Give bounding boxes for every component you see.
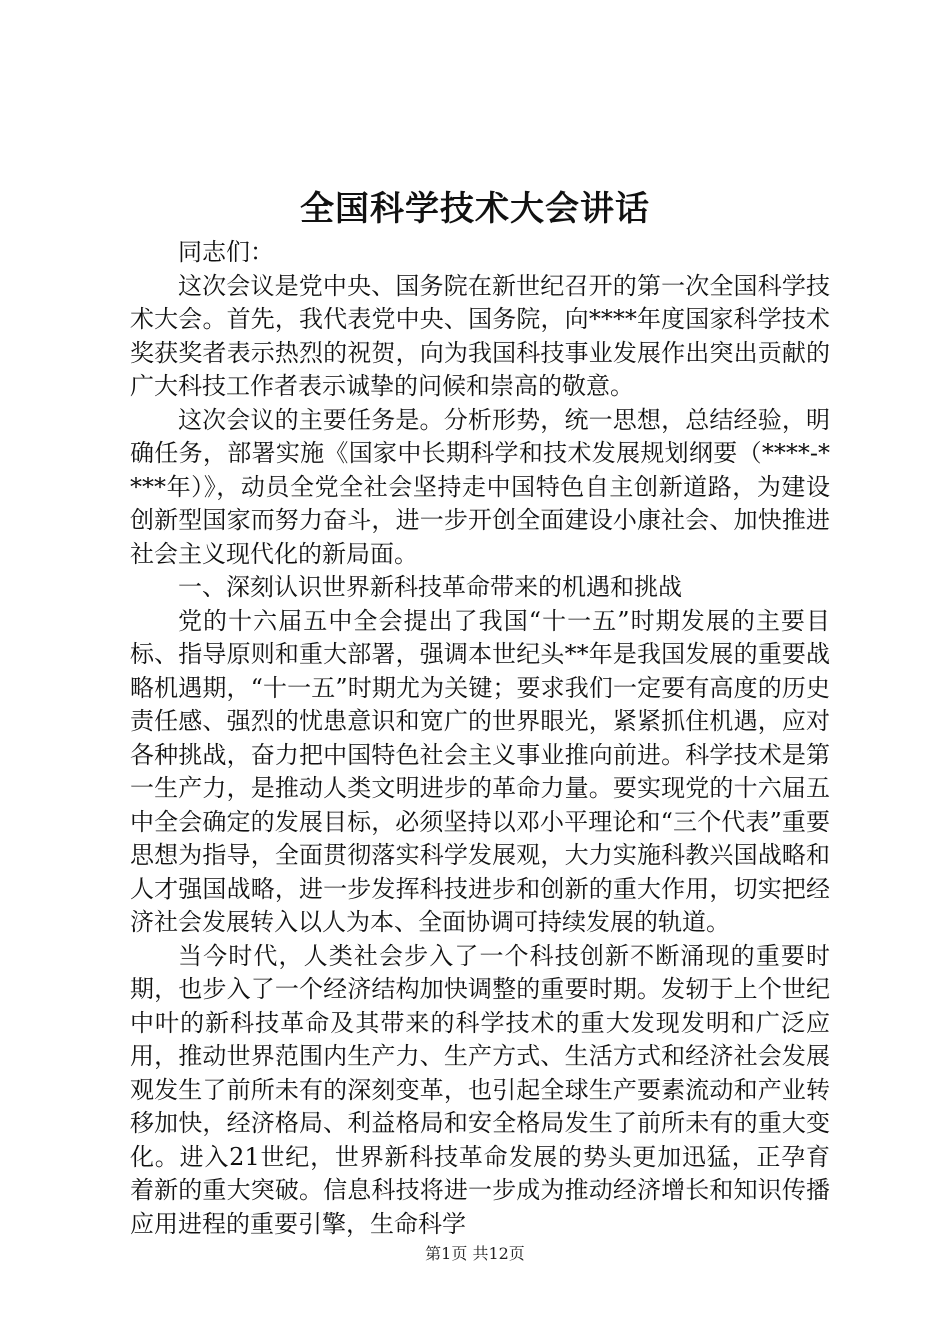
page-footer: [0, 1243, 950, 1265]
document-title: 全国科学技术大会讲话: [300, 189, 650, 229]
paragraph-3: 党的十六届五中全会提出了我国“十一五”时期发展的主要目标、指导原则和重大部署，强调本世纪头**年是我国发展的重要战略机遇期，“十一五”时期尤为关键；要求我们一定要有高度的历史责任感、强烈的忧患意识和宽广的世界眼光，紧紧抓住机遇，应对各种挑战，奋力把中国特色社会主义事业推向前进。科学技术是第一生产力，是推动人类文明进步的革命力量。要实现党的十六届五中全会确定的发展目标，必须坚持以邓小平理论和“三个代表”重要思想为指导，全面贯彻落实科学发展观，大力实施科教兴国战略和人才强国战略，进一步发挥科技进步和创新的重大作用，切实把经济社会发展转入以人为本、全面协调可持续发展的轨道。: [130, 606, 830, 936]
paragraph-4: 当今时代，人类社会步入了一个科技创新不断涌现的重要时期，也步入了一个经济结构加快调整的重要时期。发轫于上个世纪中叶的新科技革命及其带来的科学技术的重大发现发明和广泛应用，推动世界范围内生产力、生产方式、生活方式和经济社会发展观发生了前所未有的深刻变革，也引起全球生产要素流动和产业转移加快，经济格局、利益格局和安全格局发生了前所未有的重大变化。进入21世纪，世界新科技革命发展的势头更加迅猛，正孕育着新的重大突破。信息科技将进一步成为推动经济增长和知识传播应用进程的重要引擎，生命科学: [130, 941, 830, 1238]
section-heading-1: 一、深刻认识世界新科技革命带来的机遇和挑战: [178, 573, 682, 601]
document-body: [130, 236, 830, 1241]
paragraph-2: 这次会议的主要任务是。分析形势，统一思想，总结经验，明确任务，部署实施《国家中长期科学和技术发展规划纲要（****-****年）》，动员全党全社会坚持走中国特色自主创新道路，为建设创新型国家而努力奋斗，进一步开创全面建设小康社会、加快推进社会主义现代化的新局面。: [130, 405, 830, 568]
paragraph-1: 这次会议是党中央、国务院在新世纪召开的第一次全国科学技术大会。首先，我代表党中央、国务院，向****年度国家科学技术奖获奖者表示热烈的祝贺，向为我国科技事业发展作出突出贡献的广大科技工作者表示诚挚的问候和崇高的敬意。: [130, 271, 830, 400]
salutation: 同志们：: [178, 238, 274, 266]
page-number-indicator: 第1页 共12页: [425, 1244, 525, 1263]
